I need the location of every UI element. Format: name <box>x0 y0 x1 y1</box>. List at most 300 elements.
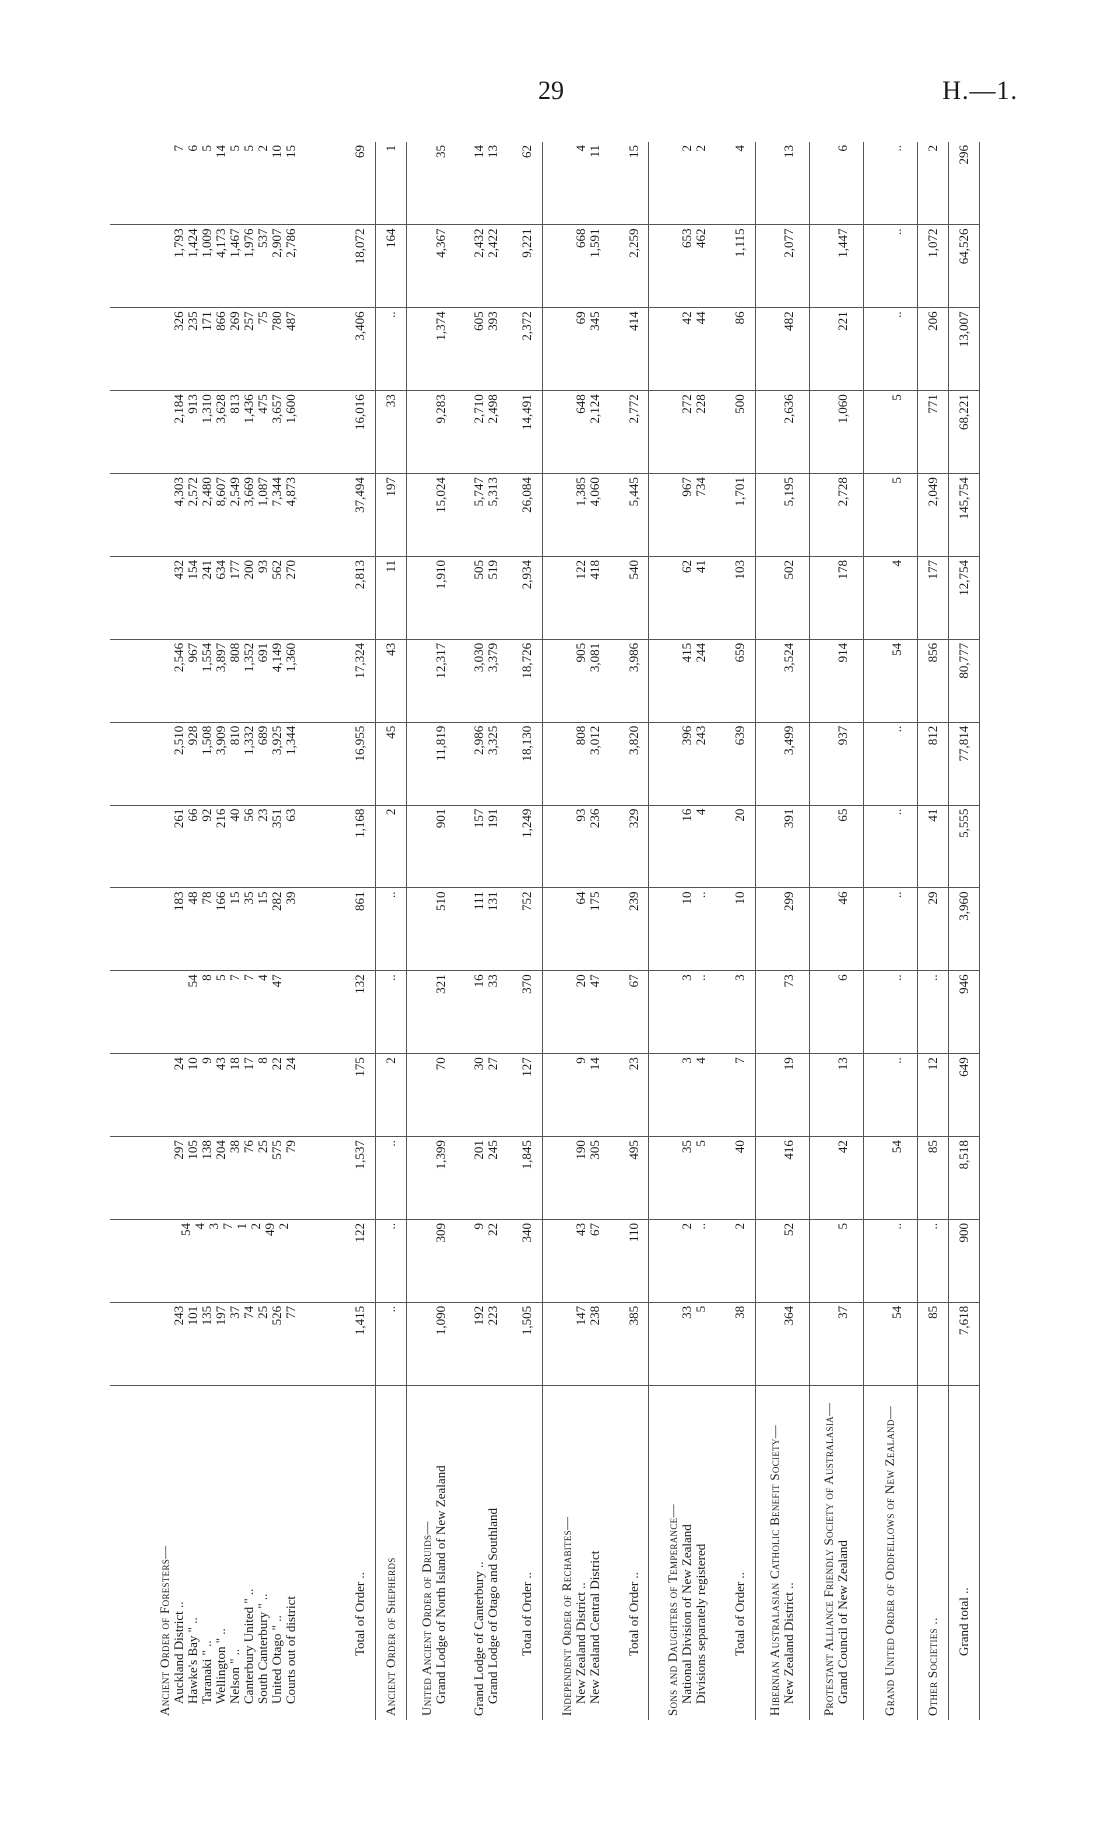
value: 5 <box>240 145 256 152</box>
heading-spacer <box>822 1223 836 1299</box>
heading-spacer <box>876 1140 890 1216</box>
value-cell <box>725 308 755 391</box>
value-cell <box>543 225 619 308</box>
value: 14,491 <box>519 394 535 430</box>
value: 1,249 <box>519 808 535 838</box>
heading-spacer <box>876 809 890 885</box>
value: 10 <box>184 1057 200 1071</box>
value-cell <box>619 391 649 474</box>
value-cell <box>460 1302 512 1385</box>
value: 48 <box>184 891 200 905</box>
heading-spacer <box>158 643 172 719</box>
value: 261 <box>170 808 186 829</box>
value-cell <box>619 971 649 1054</box>
value-cell <box>725 1054 755 1137</box>
heading-spacer <box>560 311 574 387</box>
value-cell <box>346 225 376 308</box>
heading-spacer <box>158 1306 172 1382</box>
value: .. <box>693 974 709 981</box>
value: 74 <box>240 1305 256 1319</box>
value-cell <box>755 971 809 1054</box>
value-cell <box>619 142 649 225</box>
value-cell <box>346 722 376 805</box>
value: 780 <box>268 311 284 331</box>
heading-spacer <box>165 1223 179 1299</box>
value-cell <box>110 888 346 971</box>
heading-spacer <box>768 1057 782 1133</box>
row-label-line: Grand total .. <box>955 1587 971 1656</box>
heading-spacer <box>420 560 434 636</box>
value: 1,910 <box>432 559 448 590</box>
value: 1,360 <box>282 642 298 673</box>
value-cell <box>110 722 346 805</box>
row-label-line: Independent Order of Rechabites— <box>558 1516 574 1716</box>
heading-spacer <box>420 1140 434 1216</box>
value: 47 <box>586 974 602 988</box>
value: 326 <box>170 311 186 331</box>
value-cell <box>512 1137 542 1220</box>
value: 3,524 <box>781 642 797 673</box>
heading-spacer <box>560 145 574 221</box>
value-cell <box>512 142 542 225</box>
value-cell <box>619 225 649 308</box>
table-row <box>376 142 407 1720</box>
value-cell <box>110 1137 346 1220</box>
value: 41 <box>693 559 709 573</box>
row-label-line: Other Societies .. <box>924 1617 940 1716</box>
value-cell <box>809 474 863 557</box>
value: 201 <box>471 1140 487 1160</box>
value: 101 <box>184 1305 200 1326</box>
value: 12 <box>924 1057 940 1071</box>
heading-spacer <box>560 394 574 470</box>
value-cell <box>649 308 725 391</box>
value-cell <box>460 556 512 639</box>
value-cell <box>543 971 619 1054</box>
value: 15 <box>254 891 270 905</box>
value: 5,555 <box>955 808 971 838</box>
value-cell <box>619 308 649 391</box>
value: 418 <box>586 559 602 580</box>
value-cell <box>948 888 979 971</box>
value: 228 <box>693 394 709 414</box>
value: 4 <box>889 559 905 567</box>
value: .. <box>889 808 905 816</box>
value-cell <box>917 142 948 225</box>
value: .. <box>383 1140 399 1147</box>
value-cell <box>863 722 917 805</box>
heading-spacer <box>158 311 172 387</box>
value: .. <box>889 974 905 981</box>
value-cell <box>809 142 863 225</box>
value-cell <box>948 391 979 474</box>
value: 321 <box>432 974 448 994</box>
row-label-line: Grand Lodge of Otago and Southland <box>485 1507 501 1704</box>
value-cell <box>725 805 755 888</box>
heading-spacer <box>768 643 782 719</box>
value: 3,960 <box>955 891 971 921</box>
value-cell <box>863 1137 917 1220</box>
value-cell <box>917 805 948 888</box>
value-cell <box>809 1302 863 1385</box>
value: 20 <box>731 808 747 822</box>
value-cell <box>407 1137 460 1220</box>
value-cell <box>512 888 542 971</box>
row-label-line: United Otago " .. <box>268 1615 284 1704</box>
heading-spacer <box>560 477 574 553</box>
value-cell <box>917 722 948 805</box>
value: 122 <box>352 1222 368 1243</box>
value-cell <box>512 805 542 888</box>
value: 462 <box>693 228 709 248</box>
value-cell <box>346 971 376 1054</box>
value: 93 <box>254 559 270 573</box>
value: 3,379 <box>485 642 501 673</box>
value: 2 <box>924 145 940 152</box>
value-cell <box>863 1302 917 1385</box>
value: 56 <box>240 808 256 822</box>
value-cell <box>725 639 755 722</box>
value: 967 <box>184 642 200 663</box>
value: 812 <box>924 725 940 746</box>
row-label-line: Total of Order .. <box>731 1572 747 1656</box>
value: 15,024 <box>432 477 448 513</box>
value-cell <box>460 1137 512 1220</box>
value-cell <box>619 1219 649 1302</box>
heading-spacer <box>420 145 434 221</box>
value-cell <box>619 639 649 722</box>
value: 299 <box>781 891 797 911</box>
row-label-line: Taranaki " .. <box>198 1640 214 1704</box>
value: 2,786 <box>282 228 298 258</box>
heading-spacer <box>420 1223 434 1299</box>
value: 1,344 <box>282 725 298 755</box>
heading-spacer <box>822 145 836 221</box>
value: 1,060 <box>835 394 851 424</box>
value: 8 <box>198 974 214 981</box>
value: 197 <box>212 1305 228 1326</box>
value-cell <box>407 142 460 225</box>
value-cell <box>755 142 809 225</box>
value-cell <box>755 805 809 888</box>
heading-spacer <box>158 477 172 553</box>
value-cell <box>725 225 755 308</box>
value: 914 <box>835 642 851 663</box>
heading-spacer <box>666 145 680 221</box>
value: 8 <box>254 1057 270 1064</box>
heading-spacer <box>420 228 434 304</box>
heading-spacer <box>876 974 890 1050</box>
value-cell <box>649 888 725 971</box>
value: 634 <box>212 559 228 580</box>
value-cell <box>649 556 725 639</box>
value: 6 <box>184 145 200 152</box>
row-label <box>407 1385 460 1720</box>
value: 1,115 <box>731 228 747 258</box>
value-cell <box>755 391 809 474</box>
value: 11 <box>383 559 399 573</box>
value-cell <box>863 639 917 722</box>
value-cell <box>619 888 649 971</box>
value-cell <box>649 805 725 888</box>
value: 2 <box>275 1222 291 1230</box>
heading-spacer <box>768 974 782 1050</box>
value: 1,845 <box>519 1140 535 1170</box>
value-cell <box>110 639 346 722</box>
value: 537 <box>254 228 270 248</box>
value: 482 <box>781 311 797 331</box>
value: 1,537 <box>352 1140 368 1170</box>
heading-spacer <box>768 394 782 470</box>
value: 37 <box>835 1305 851 1319</box>
row-label <box>755 1385 809 1720</box>
value: 54 <box>184 974 200 988</box>
value: 63 <box>282 808 298 822</box>
heading-spacer <box>768 809 782 885</box>
value: 221 <box>835 311 851 331</box>
value: 649 <box>955 1057 971 1077</box>
value-cell <box>725 1219 755 1302</box>
value-cell <box>512 971 542 1054</box>
heading-spacer <box>666 974 680 1050</box>
value-cell <box>948 971 979 1054</box>
heading-spacer <box>876 477 890 553</box>
heading-spacer <box>158 145 172 221</box>
heading-spacer <box>768 477 782 553</box>
value: 309 <box>432 1222 448 1243</box>
value-cell <box>755 308 809 391</box>
total-row <box>512 142 542 1720</box>
value: 23 <box>254 808 270 822</box>
value-cell <box>948 1054 979 1137</box>
table-row <box>809 142 863 1720</box>
value: 46 <box>835 891 851 905</box>
value: 648 <box>572 394 588 414</box>
value: 73 <box>781 974 797 988</box>
heading-spacer <box>822 394 836 470</box>
value-cell <box>863 1219 917 1302</box>
value-cell <box>809 391 863 474</box>
value: 24 <box>282 1057 298 1071</box>
value-cell <box>407 308 460 391</box>
value-cell <box>110 1054 346 1137</box>
value: 9,283 <box>432 394 448 424</box>
value: 1,447 <box>835 228 851 258</box>
value: .. <box>383 974 399 981</box>
heading-spacer <box>822 311 836 387</box>
value: 13 <box>485 145 501 158</box>
value: 1 <box>233 1222 249 1230</box>
value: 3,030 <box>471 642 487 673</box>
value: 40 <box>226 808 242 822</box>
heading-spacer <box>768 145 782 221</box>
value: 351 <box>268 808 284 829</box>
row-label-line: Sons and Daughters of Temperance— <box>665 1504 681 1716</box>
value-cell <box>460 888 512 971</box>
value-cell <box>460 805 512 888</box>
value-cell <box>619 805 649 888</box>
value: 131 <box>485 891 501 911</box>
value: 3,925 <box>268 725 284 755</box>
value-cell <box>725 1302 755 1385</box>
row-label-line: Hibernian Australasian Catholic Benefit Society— <box>767 1424 783 1716</box>
value: 110 <box>625 1222 641 1242</box>
heading-spacer <box>158 726 172 802</box>
heading-spacer <box>560 643 574 719</box>
value: 12,754 <box>955 559 971 596</box>
heading-spacer <box>420 643 434 719</box>
value: 7 <box>240 974 256 981</box>
value: 243 <box>170 1305 186 1326</box>
value-cell <box>346 639 376 722</box>
value: 14 <box>471 145 487 158</box>
value: 22 <box>268 1057 284 1071</box>
heading-spacer <box>666 394 680 470</box>
row-label-line: New Zealand District .. <box>572 1582 588 1704</box>
value: 752 <box>519 891 535 911</box>
heading-spacer <box>666 1140 680 1216</box>
value: 329 <box>625 808 641 829</box>
value-cell <box>809 1137 863 1220</box>
value: 43 <box>383 642 399 656</box>
heading-spacer <box>768 1140 782 1216</box>
heading-spacer <box>666 228 680 304</box>
value-cell <box>512 391 542 474</box>
value: 866 <box>212 311 228 331</box>
value: 80,777 <box>955 642 971 679</box>
value: 272 <box>679 394 695 414</box>
value: 505 <box>471 559 487 580</box>
value: 5,445 <box>625 477 641 507</box>
value-cell <box>407 556 460 639</box>
value: 4,303 <box>170 477 186 507</box>
heading-spacer <box>560 1057 574 1133</box>
heading-spacer <box>666 643 680 719</box>
table-row <box>917 142 948 1720</box>
value-cell <box>863 391 917 474</box>
value: 16,016 <box>352 394 368 430</box>
heading-spacer <box>158 809 172 885</box>
value: 190 <box>572 1140 588 1160</box>
value-cell <box>346 1137 376 1220</box>
value-cell <box>619 1302 649 1385</box>
value: 269 <box>226 311 242 331</box>
value: 66 <box>184 808 200 822</box>
value: 385 <box>625 1305 641 1326</box>
value: 243 <box>693 725 709 746</box>
value: 18 <box>226 1057 242 1071</box>
value: 2,986 <box>471 725 487 755</box>
value: 25 <box>254 1140 270 1154</box>
value-cell <box>376 556 407 639</box>
value: 135 <box>198 1305 214 1326</box>
value: 4 <box>731 145 747 152</box>
value: 3,909 <box>212 725 228 755</box>
value: 5,195 <box>781 477 797 507</box>
value-cell <box>725 556 755 639</box>
heading-spacer <box>876 228 890 304</box>
row-label <box>725 1385 755 1720</box>
row-label-line: Nelson " .. <box>226 1648 242 1704</box>
value: 33 <box>679 1305 695 1319</box>
value-cell <box>407 225 460 308</box>
heading-spacer <box>822 809 836 885</box>
value: 2,728 <box>835 477 851 507</box>
value-cell <box>755 1054 809 1137</box>
value: 171 <box>198 311 214 331</box>
value-cell <box>110 225 346 308</box>
value: .. <box>693 1222 709 1230</box>
value: 191 <box>485 808 501 829</box>
heading-spacer <box>172 974 186 1050</box>
value-cell <box>110 556 346 639</box>
value: 122 <box>572 559 588 580</box>
value-cell <box>809 1054 863 1137</box>
value: 2,546 <box>170 642 186 673</box>
value: 1,385 <box>572 477 588 507</box>
value: 370 <box>519 974 535 994</box>
heading-spacer <box>876 726 890 802</box>
total-row <box>619 142 649 1720</box>
value: 85 <box>924 1140 940 1154</box>
heading-spacer <box>560 891 574 967</box>
value: 39 <box>282 891 298 905</box>
value: 3,669 <box>240 477 256 507</box>
value: 4 <box>254 974 270 981</box>
value: 92 <box>198 808 214 822</box>
value: 10 <box>731 891 747 905</box>
value: 1,310 <box>198 394 214 424</box>
row-label-line: Ancient Order of Foresters— <box>156 1545 172 1716</box>
value: 13,007 <box>955 311 971 348</box>
value-cell <box>649 1137 725 1220</box>
value: 65 <box>835 808 851 822</box>
value: 345 <box>586 311 602 331</box>
value-cell <box>809 639 863 722</box>
value-cell <box>948 556 979 639</box>
value: 7 <box>170 145 186 152</box>
value: 52 <box>781 1222 797 1236</box>
value: 77 <box>282 1305 298 1319</box>
value-cell <box>346 308 376 391</box>
value-cell <box>917 308 948 391</box>
value: 4,173 <box>212 228 228 258</box>
table-row <box>110 142 346 1720</box>
value-cell <box>376 1219 407 1302</box>
value: 68,221 <box>955 394 971 430</box>
value: 245 <box>485 1140 501 1160</box>
row-label <box>543 1385 619 1720</box>
value: 43 <box>572 1222 588 1236</box>
value-cell <box>809 971 863 1054</box>
value: 175 <box>352 1057 368 1077</box>
heading-spacer <box>158 394 172 470</box>
value: 4,873 <box>282 477 298 507</box>
heading-spacer <box>560 809 574 885</box>
heading-spacer <box>876 394 890 470</box>
value-cell <box>407 971 460 1054</box>
value-cell <box>346 1054 376 1137</box>
value: 416 <box>781 1140 797 1160</box>
heading-spacer <box>158 560 172 636</box>
heading-spacer <box>420 477 434 553</box>
value: 5 <box>226 145 242 152</box>
value: 7 <box>226 974 242 981</box>
value: 16,955 <box>352 725 368 762</box>
value: 49 <box>261 1222 277 1236</box>
value: 37 <box>226 1305 242 1319</box>
value: 297 <box>170 1140 186 1160</box>
